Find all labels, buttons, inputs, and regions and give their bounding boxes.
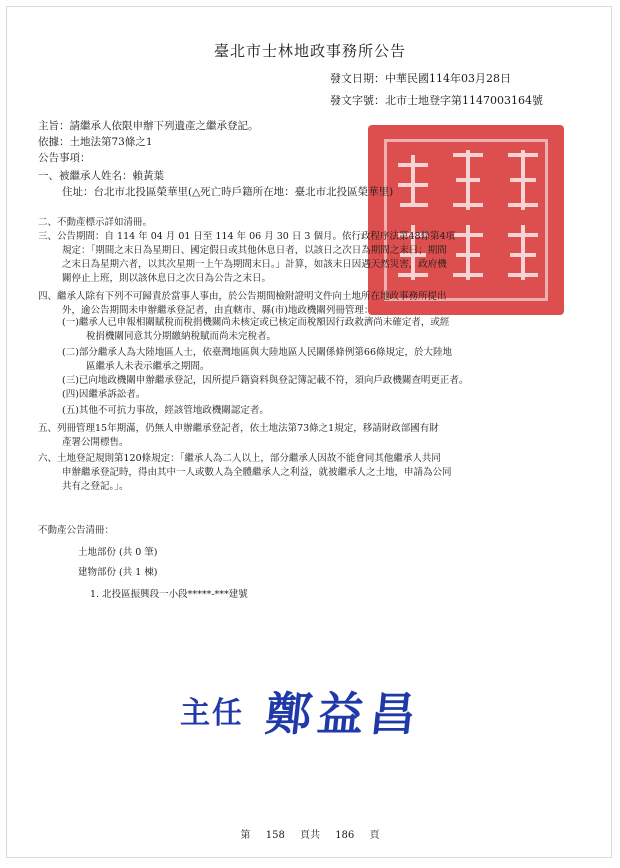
official-seal <box>368 125 564 315</box>
item-4-line-2: 外，逾公告期間未申辦繼承登記者，由直轄市、縣(市)地政機關列冊管理： <box>62 305 374 316</box>
items-heading: 公告事項： <box>38 152 91 164</box>
item-4-4: (四)因繼承訴訟者。 <box>62 389 146 400</box>
footer-page-suffix: 頁 <box>369 830 380 841</box>
item-6-line-1: 六、土地登記規則第120條規定：「繼承人為二人以上，部分繼承人因故不能會同其他繼承人共同 <box>38 453 441 464</box>
page-footer <box>0 826 620 841</box>
footer-total-label: 頁共 <box>300 830 320 841</box>
document-title: 臺北市士林地政事務所公告 <box>213 42 406 60</box>
item-3-line-1: 三、公告期間：自 114 年 04 月 01 日至 114 年 06 月 30 日 3 個月。依行政程序法第48條第4項 <box>38 231 456 242</box>
basis-line: 依據：土地法第73條之1 <box>38 136 153 148</box>
item-1-name: 一、被繼承人姓名：賴黃葉 <box>38 170 164 182</box>
item-3-line-3: 之末日為星期六者，以其次星期一上午為期間末日。」計算，如該末日因遇天然災害，政府機 <box>62 259 447 270</box>
item-3-line-2: 規定：「期間之末日為星期日、國定假日或其他休息日者，以該日之次日為期間之末日；期間 <box>62 245 447 256</box>
inventory-building: 建物部份 (共 1 棟) <box>78 567 158 578</box>
signature-name: 鄭益昌 <box>262 687 425 741</box>
item-4-3: (三)已向地政機關申辦繼承登記，因所提戶籍資料與登記簿記載不符，須向戶政機關查明更正者。 <box>62 375 469 386</box>
document-number: 發文字號：北市士地登字第1147003164號 <box>330 94 543 107</box>
item-5-line-2: 產署公開標售。 <box>62 437 129 448</box>
item-1-address: 住址：台北市北投區榮華里(△死亡時戶籍所在地：臺北市北投區榮華里) <box>62 186 394 198</box>
item-4-5: (五)其他不可抗力事故，經該管地政機關認定者。 <box>62 405 269 416</box>
item-2: 二、不動產標示詳如清冊。 <box>38 217 153 228</box>
item-4-2-line-2: 區繼承人未表示繼承之期間。 <box>86 361 210 372</box>
issue-date: 發文日期：中華民國114年03月28日 <box>330 72 511 85</box>
item-6-line-3: 共有之登記。」。 <box>62 481 129 492</box>
item-4-1-line-2: 稅捐機關同意其分期繳納稅賦而尚未完稅者。 <box>86 331 277 342</box>
inventory-land: 土地部份 (共 0 筆) <box>78 547 158 558</box>
item-5-line-1: 五、列冊管理15年期滿，仍無人申辦繼承登記者，依土地法第73條之1規定，移請財政部國有財 <box>38 423 439 434</box>
subject-line: 主旨：請繼承人依限申辦下列遺產之繼承登記。 <box>38 120 259 132</box>
signature-role: 主任 <box>180 696 244 731</box>
item-6-line-2: 申辦繼承登記時，得由其中一人或數人為全體繼承人之利益，就被繼承人之土地，申請為公同 <box>62 467 452 478</box>
inventory-entry: 1. 北投區振興段一小段*****-***建號 <box>90 589 248 600</box>
footer-page-number: 158 <box>265 830 285 841</box>
item-4-2-line-1: (二)部分繼承人為大陸地區人士，依臺灣地區與大陸地區人民關係條例第66條規定，於大陸地 <box>62 347 453 358</box>
footer-total-pages: 186 <box>335 830 355 841</box>
item-4-1-line-1: (一)繼承人已申報相關賦稅而稅捐機關尚未核定或已核定而稅額因行政救濟尚未確定者，或經 <box>62 317 450 328</box>
director-signature <box>180 676 460 740</box>
footer-page-label: 第 <box>240 830 251 841</box>
inventory-heading: 不動產公告清冊： <box>38 525 115 536</box>
item-3-line-4: 關停止上班，則以該休息日之次日為公告之末日。 <box>62 273 272 284</box>
item-4-line-1: 四、繼承人除有下列不可歸責於當事人事由，於公告期間檢附證明文件向土地所在地政事務所提出 <box>38 291 447 302</box>
